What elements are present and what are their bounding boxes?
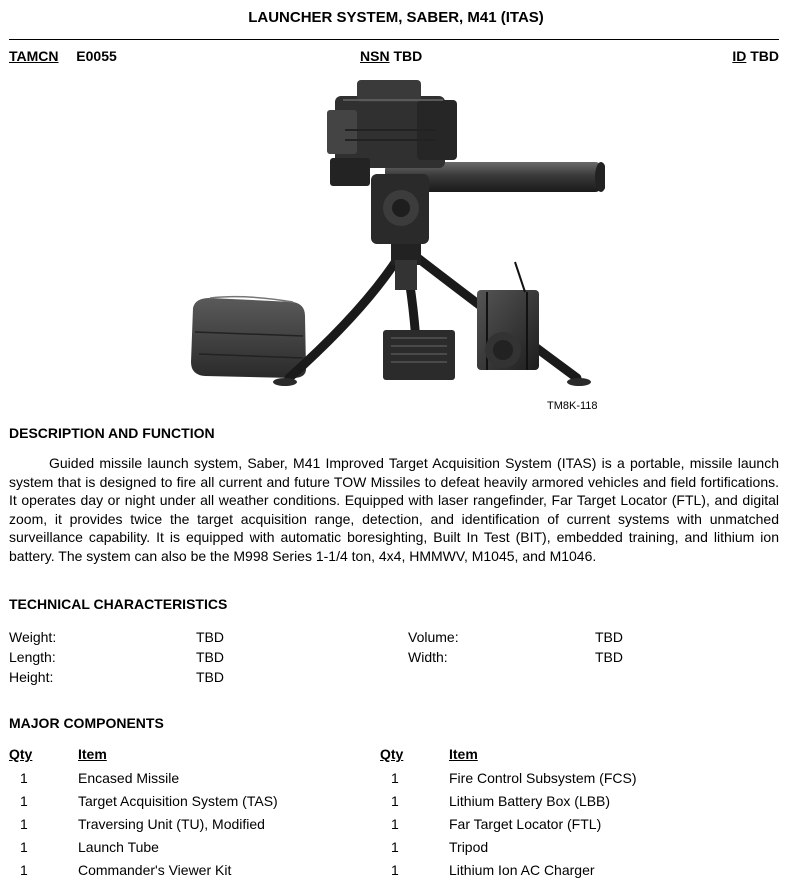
component-item: Tripod (449, 839, 489, 855)
component-item: Traversing Unit (TU), Modified (78, 816, 265, 832)
item-header-left: Item (78, 746, 107, 762)
volume-value: TBD (595, 629, 623, 645)
component-item: Fire Control Subsystem (FCS) (449, 770, 637, 786)
component-item: Lithium Battery Box (LBB) (449, 793, 611, 809)
width-value: TBD (595, 649, 623, 665)
component-item: Encased Missile (78, 770, 180, 786)
width-label: Width: (408, 649, 448, 665)
component-qty: 1 (391, 839, 399, 855)
page-title: LAUNCHER SYSTEM, SABER, M41 (ITAS) (248, 9, 544, 26)
component-qty: 1 (391, 793, 399, 809)
id-field (732, 48, 779, 64)
component-qty: 1 (20, 816, 28, 832)
component-item: Commander's Viewer Kit (78, 862, 232, 878)
qty-header-right: Qty (380, 746, 404, 762)
component-qty: 1 (20, 839, 28, 855)
height-label: Height: (9, 669, 54, 685)
component-qty: 1 (20, 793, 28, 809)
figure-caption: TM8K-118 (547, 400, 598, 412)
nsn-field (360, 48, 422, 64)
component-item: Lithium Ion AC Charger (449, 862, 595, 878)
component-qty: 1 (20, 862, 28, 878)
nsn-value: TBD (393, 48, 423, 64)
qty-header-left: Qty (9, 746, 33, 762)
launcher-photo (185, 70, 605, 402)
components-heading: MAJOR COMPONENTS (9, 715, 164, 731)
tamcn-value: E0055 (76, 48, 117, 64)
weight-value: TBD (196, 629, 224, 645)
component-qty: 1 (391, 816, 399, 832)
title-rule (9, 39, 779, 40)
component-qty: 1 (391, 862, 399, 878)
nsn-label: NSN (360, 48, 390, 64)
weight-label: Weight: (9, 629, 57, 645)
component-qty: 1 (20, 770, 28, 786)
id-label: ID (732, 48, 747, 64)
description-text: Guided missile launch system, Saber, M41 Improved Target Acquisition System (ITAS) is a portable, missile launch system that is designed to fire all current and future TOW Missiles to defeat heavily armored vehicles and field fortifications. It operates day or night under all weather conditions. Equipped with laser rangefinder, Far Target Locator (FTL), and digital zoom, it provides twice the target acquisition range, detection, and identification of current systems with unmatched surveillance capability. It is equipped with automatic boresighting, Built In Test (BIT), embedded training, and lithium ion battery. The system can also be the M998 Series 1-1/4 ton, 4x4, HMMWV, M1045, and M1046. (9, 455, 779, 564)
component-qty: 1 (391, 770, 399, 786)
id-value: TBD (750, 48, 779, 64)
tamcn-label: TAMCN (9, 48, 59, 64)
technical-heading: TECHNICAL CHARACTERISTICS (9, 596, 228, 612)
length-label: Length: (9, 649, 56, 665)
component-item: Far Target Locator (FTL) (449, 816, 602, 832)
tamcn-field (9, 48, 117, 64)
volume-label: Volume: (408, 629, 459, 645)
length-value: TBD (196, 649, 224, 665)
component-item: Target Acquisition System (TAS) (78, 793, 278, 809)
description-heading: DESCRIPTION AND FUNCTION (9, 425, 215, 441)
item-header-right: Item (449, 746, 478, 762)
component-item: Launch Tube (78, 839, 159, 855)
height-value: TBD (196, 669, 224, 685)
